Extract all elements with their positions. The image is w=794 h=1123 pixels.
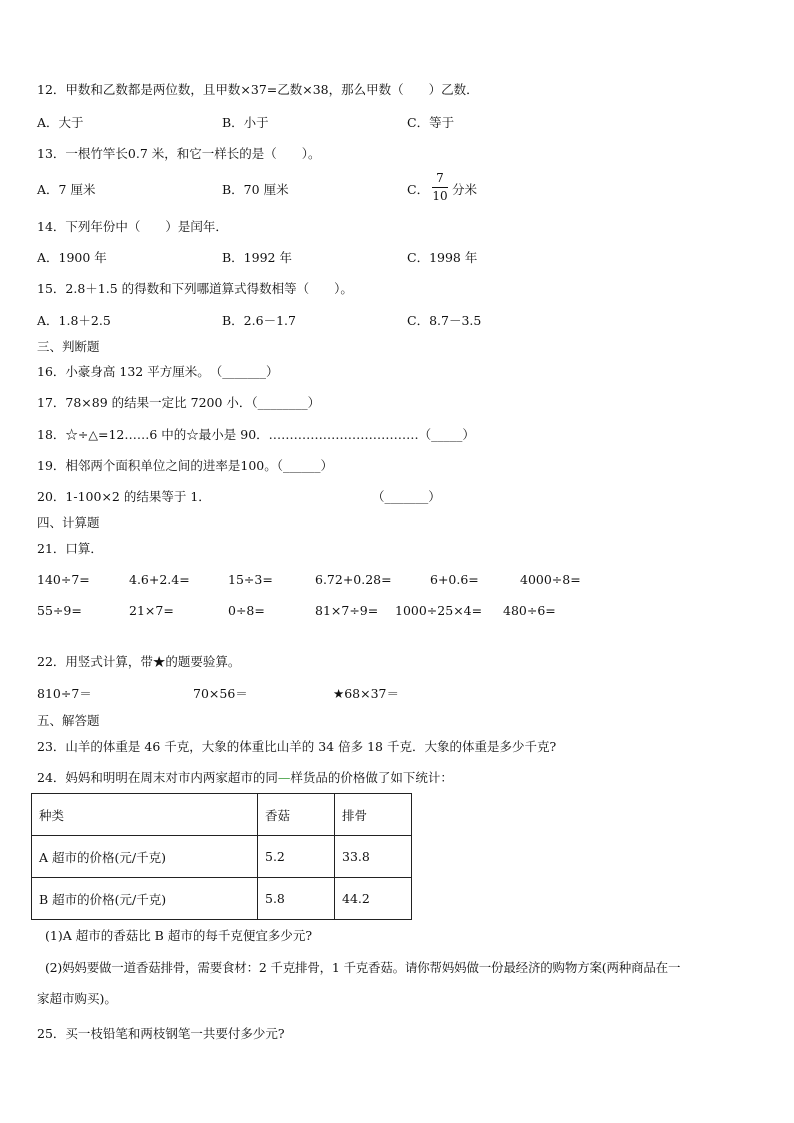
question-21-stem: 21．口算． (37, 541, 103, 556)
oral-calc-item: 21×7= (129, 603, 174, 618)
option-b: B．70 厘米 (222, 182, 289, 197)
stem-part: 样货品的价格做了如下统计： (290, 770, 453, 785)
question-22-stem: 22．用竖式计算，带★的题要验算。 (37, 654, 241, 669)
vertical-calc-item: 70×56＝ (193, 686, 248, 701)
option-c: C． (407, 182, 430, 197)
option-a: A．1.8＋2.5 (37, 313, 111, 328)
table-cell: A 超市的价格(元/千克) (32, 836, 258, 878)
oral-calc-item: 6+0.6= (430, 572, 479, 587)
section-heading-word-problems: 五、解答题 (37, 713, 100, 728)
table-row (32, 878, 412, 920)
stem-highlight: — (277, 770, 291, 785)
table-header-cell: 种类 (32, 794, 258, 836)
oral-calc-item: 6.72+0.28= (315, 572, 392, 587)
oral-calc-item: 140÷7= (37, 572, 90, 587)
question-24-subquestion-2: (2)妈妈要做一道香菇排骨，需要食材：2 千克排骨，1 千克香菇。请你帮妈妈做一份最经济的购物方案(两种商品在一 (45, 960, 681, 975)
oral-calc-item: 4.6+2.4= (129, 572, 190, 587)
table-cell: B 超市的价格(元/千克) (32, 878, 258, 920)
section-heading-calculation: 四、计算题 (37, 515, 100, 530)
answer-blank: （_______） (372, 489, 441, 504)
option-c: C．1998 年 (407, 250, 478, 265)
table-header-row (32, 794, 412, 836)
question-18: 18．☆÷△=12……6 中的☆最小是 90．………………………………（_____） (37, 427, 475, 442)
question-25: 25．买一枝铅笔和两枝钢笔一共要付多少元? (37, 1026, 285, 1041)
question-17: 17．78×89 的结果一定比 7200 小．（________） (37, 395, 321, 410)
oral-calc-item: 480÷6= (503, 603, 556, 618)
question-23: 23．山羊的体重是 46 千克，大象的体重比山羊的 34 倍多 18 千克．大象的体重是多少千克? (37, 739, 557, 754)
question-12-stem: 12．甲数和乙数都是两位数，且甲数×37=乙数×38，那么甲数（ ）乙数． (37, 82, 479, 97)
question-15-stem: 15．2.8＋1.5 的得数和下列哪道算式得数相等（ ）。 (37, 281, 353, 296)
table-cell: 5.8 (258, 878, 335, 920)
fraction-seven-tenths (432, 172, 448, 203)
price-table (31, 793, 412, 920)
option-a: A．大于 (37, 115, 84, 130)
oral-calc-item: 1000÷25×4= (395, 603, 483, 618)
oral-calc-item: 55÷9= (37, 603, 82, 618)
oral-calc-item: 4000÷8= (520, 572, 581, 587)
fraction-bar (432, 187, 448, 188)
option-b: B．2.6－1.7 (222, 313, 296, 328)
question-24-subquestion-2-continued: 家超市购买)。 (37, 991, 117, 1006)
option-b: B．小于 (222, 115, 269, 130)
fraction-numerator: 7 (436, 171, 444, 185)
stem-part: 24．妈妈和明明在周末对市内两家超市的同 (37, 770, 278, 785)
option-b: B．1992 年 (222, 250, 292, 265)
vertical-calc-item: 810÷7＝ (37, 686, 92, 701)
section-heading-judgement: 三、判断题 (37, 339, 100, 354)
table-row (32, 836, 412, 878)
table-cell: 5.2 (258, 836, 335, 878)
option-c: C．等于 (407, 115, 455, 130)
option-c: C．8.7－3.5 (407, 313, 482, 328)
oral-calc-item: 15÷3= (228, 572, 273, 587)
table-cell: 33.8 (335, 836, 412, 878)
table-header-cell: 香菇 (258, 794, 335, 836)
question-13-stem: 13．一根竹竿长0.7 米，和它一样长的是（ ）。 (37, 146, 321, 161)
table-header-cell: 排骨 (335, 794, 412, 836)
oral-calc-item: 0÷8= (228, 603, 265, 618)
question-14-stem: 14．下列年份中（ ）是闰年． (37, 219, 228, 234)
question-24-stem (37, 770, 453, 786)
question-16: 16．小豪身高 132 平方厘米。 （_______） (37, 364, 279, 379)
oral-calc-item: 81×7÷9= (315, 603, 379, 618)
question-20: 20．1-100×2 的结果等于 1． (37, 489, 211, 504)
fraction-unit: 分米 (452, 182, 478, 197)
option-a: A．7 厘米 (37, 182, 96, 197)
option-a: A．1900 年 (37, 250, 107, 265)
table-cell: 44.2 (335, 878, 412, 920)
vertical-calc-item-starred: ★68×37＝ (333, 686, 399, 701)
question-19: 19．相邻两个面积单位之间的进率是100。（______） (37, 458, 334, 473)
fraction-denominator: 10 (432, 189, 448, 203)
question-24-subquestion-1: (1)A 超市的香菇比 B 超市的每千克便宜多少元? (45, 928, 313, 943)
